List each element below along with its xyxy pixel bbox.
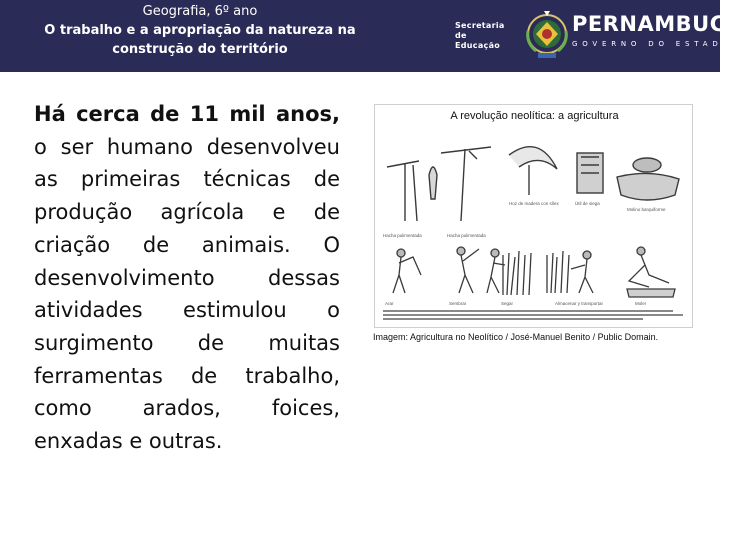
main-paragraph [34, 98, 340, 458]
svg-text:Moler: Moler [635, 301, 647, 306]
header-bar [0, 0, 744, 72]
image-credit-caption: Imagem: Agricultura no Neolítico / José-Manuel Benito / Public Domain. [373, 332, 659, 342]
svg-text:Segar: Segar [501, 301, 514, 306]
secretaria-label [455, 21, 517, 51]
svg-text:Útil de siega: Útil de siega [575, 201, 600, 206]
svg-text:Hacha pulimentada: Hacha pulimentada [383, 233, 422, 238]
svg-text:Hoz de madera con sílex: Hoz de madera con sílex [509, 201, 559, 206]
figure-title: A revolução neolítica: a agricultura [450, 110, 619, 122]
state-name: PERNAMBUCO [572, 12, 744, 36]
paragraph-text: o ser humano desenvolveu as primeiras técnicas de produção agrícola e de criação de animais. O desenvolvimento dessas atividades estimulou o surgimento de muitas ferramentas de trabalho, como arados, foices, enxadas e outras. [34, 134, 340, 454]
lesson-title-line1: O trabalho e a apropriação da natureza na [44, 23, 356, 38]
svg-text:Hacha pulimentada: Hacha pulimentada [447, 233, 486, 238]
pernambuco-crest-icon [524, 9, 570, 61]
paragraph-lead: Há cerca de 11 mil anos, [34, 102, 340, 126]
state-subtitle: GOVERNO DO ESTADO [572, 40, 733, 48]
svg-text:Sembrar: Sembrar [449, 301, 467, 306]
svg-text:Molino barquiforme: Molino barquiforme [627, 207, 666, 212]
svg-text:Arar: Arar [385, 301, 394, 306]
secretaria-line1: Secretaria de [455, 21, 505, 40]
neolithic-agriculture-figure [374, 104, 693, 328]
svg-text:Almacenar y transportar: Almacenar y transportar [555, 301, 604, 306]
lesson-title-line2: construção do território [112, 42, 288, 57]
secretaria-line2: Educação [455, 41, 501, 50]
lesson-subject: Geografia, 6º ano [142, 4, 258, 19]
neolithic-tools-illustration [379, 125, 690, 323]
lesson-info [10, 2, 390, 59]
